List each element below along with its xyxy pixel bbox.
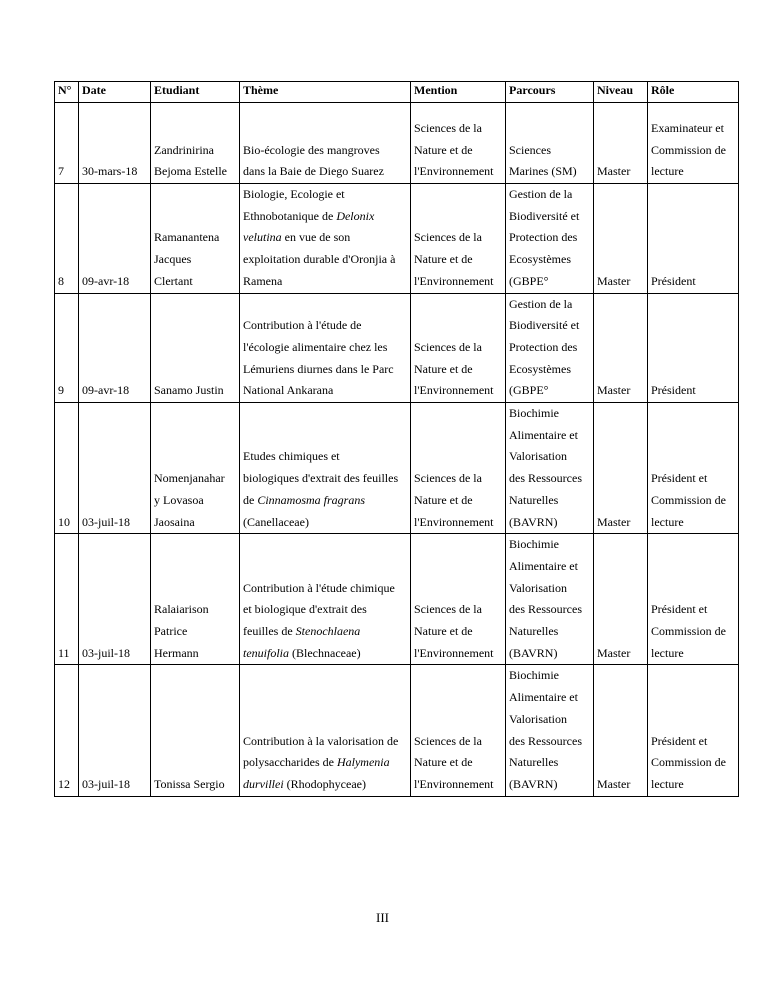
cell-mention <box>411 534 506 665</box>
theme-line <box>243 446 406 468</box>
mention-line: Sciences de la <box>414 339 482 354</box>
parcours-line: Naturelles <box>509 492 559 507</box>
theme-text: Bio-écologie des mangroves <box>243 142 380 157</box>
theme-line <box>243 380 406 402</box>
row-number: 8 <box>58 273 64 288</box>
cell-mention <box>411 184 506 294</box>
theme-text: National Ankarana <box>243 383 334 398</box>
cell-etudiant <box>151 103 240 184</box>
niveau-value: Master <box>597 383 631 398</box>
etudiant-line: Hermann <box>154 645 199 660</box>
table-row <box>55 293 739 403</box>
row-date: 09-avr-18 <box>82 273 130 288</box>
cell-etudiant <box>151 534 240 665</box>
cell-mention <box>411 403 506 534</box>
theme-line <box>243 184 406 206</box>
theme-line <box>243 752 406 774</box>
niveau-value: Master <box>597 776 631 791</box>
theme-line <box>243 731 406 753</box>
theme-line <box>243 512 406 534</box>
table-row <box>55 665 739 796</box>
role-line: lecture <box>651 645 684 660</box>
cell-parcours <box>506 665 594 796</box>
mention-line: Nature et de <box>414 755 473 770</box>
role-line: Président <box>651 273 696 288</box>
header-role: Rôle <box>648 82 739 103</box>
parcours-line: Valorisation <box>509 580 567 595</box>
cell-theme <box>240 184 411 294</box>
theme-text: dans la Baie de Diego Suarez <box>243 164 384 179</box>
cell-date <box>79 403 151 534</box>
theme-line <box>243 643 406 665</box>
etudiant-line: Clertant <box>154 273 193 288</box>
role-line: Commission de <box>651 624 727 639</box>
cell-etudiant <box>151 293 240 403</box>
parcours-line: Biochimie <box>509 537 559 552</box>
mention-line: Nature et de <box>414 252 473 267</box>
theme-text: Contribution à l'étude chimique <box>243 580 395 595</box>
cell-mention <box>411 103 506 184</box>
cell-date <box>79 534 151 665</box>
niveau-value: Master <box>597 164 631 179</box>
parcours-line: Alimentaire et <box>509 427 578 442</box>
theme-line <box>243 337 406 359</box>
header-etudiant: Etudiant <box>151 82 240 103</box>
theme-text: Contribution à la valorisation de <box>243 733 399 748</box>
cell-niveau <box>594 184 648 294</box>
etudiant-line: Patrice <box>154 624 188 639</box>
parcours-line: Biodiversité et <box>509 208 580 223</box>
mention-line: Nature et de <box>414 492 473 507</box>
cell-role <box>648 184 739 294</box>
parcours-line: des Ressources <box>509 733 582 748</box>
theme-species-name: tenuifolia <box>243 645 289 660</box>
etudiant-line: Zandrinirina <box>154 142 214 157</box>
theme-line <box>243 359 406 381</box>
header-num: N° <box>55 82 79 103</box>
etudiant-line: Bejoma Estelle <box>154 164 227 179</box>
parcours-line: Sciences <box>509 142 551 157</box>
row-number: 10 <box>58 514 70 529</box>
theme-line <box>243 774 406 796</box>
mention-line: Nature et de <box>414 361 473 376</box>
parcours-line: (BAVRN) <box>509 645 558 660</box>
etudiant-line: Jaosaina <box>154 514 195 529</box>
theme-text: et biologique d'extrait des <box>243 602 367 617</box>
theme-text: Etudes chimiques et <box>243 449 340 464</box>
theme-text: (Canellaceae) <box>243 514 309 529</box>
cell-parcours <box>506 403 594 534</box>
role-line: Commission de <box>651 755 727 770</box>
theme-line <box>243 490 406 512</box>
cell-mention <box>411 665 506 796</box>
theme-species-name: Cinnamosma fragrans <box>257 492 366 507</box>
parcours-line: Ecosystèmes <box>509 252 571 267</box>
theme-line <box>243 271 406 293</box>
etudiant-line: Jacques <box>154 252 192 267</box>
etudiant-line: Tonissa Sergio <box>154 776 225 791</box>
etudiant-line: y Lovasoa <box>154 492 204 507</box>
mention-line: Sciences de la <box>414 120 482 135</box>
theme-line <box>243 599 406 621</box>
table-body <box>55 103 739 797</box>
cell-parcours <box>506 293 594 403</box>
role-line: Commission de <box>651 142 727 157</box>
parcours-line: Alimentaire et <box>509 558 578 573</box>
cell-parcours <box>506 534 594 665</box>
theme-text: Ramena <box>243 273 283 288</box>
role-line: lecture <box>651 164 684 179</box>
mention-line: l'Environnement <box>414 164 494 179</box>
cell-date <box>79 184 151 294</box>
mention-line: Nature et de <box>414 142 473 157</box>
theme-text: feuilles de <box>243 624 296 639</box>
niveau-value: Master <box>597 514 631 529</box>
role-line: lecture <box>651 776 684 791</box>
parcours-line: Protection des <box>509 339 578 354</box>
cell-theme <box>240 534 411 665</box>
theme-line <box>243 578 406 600</box>
parcours-line: Biodiversité et <box>509 318 580 333</box>
parcours-line: Naturelles <box>509 624 559 639</box>
role-line: Président et <box>651 471 708 486</box>
cell-role <box>648 534 739 665</box>
mention-line: l'Environnement <box>414 273 494 288</box>
table-row <box>55 534 739 665</box>
parcours-line: Gestion de la <box>509 296 573 311</box>
theme-line <box>243 161 406 183</box>
cell-niveau <box>594 103 648 184</box>
mention-line: l'Environnement <box>414 776 494 791</box>
cell-theme <box>240 103 411 184</box>
role-line: Commission de <box>651 492 727 507</box>
theme-species-name: Halymenia <box>336 755 390 770</box>
row-date: 09-avr-18 <box>82 383 130 398</box>
parcours-line: (BAVRN) <box>509 776 558 791</box>
parcours-line: Biochimie <box>509 668 559 683</box>
theme-text: en vue de son <box>281 230 351 245</box>
table-row <box>55 403 739 534</box>
cell-niveau <box>594 293 648 403</box>
theme-text: polysaccharides de <box>243 755 337 770</box>
cell-role <box>648 665 739 796</box>
theme-species-name: velutina <box>243 230 282 245</box>
cell-parcours <box>506 184 594 294</box>
mention-line: l'Environnement <box>414 514 494 529</box>
cell-num <box>55 103 79 184</box>
parcours-line: Protection des <box>509 230 578 245</box>
theme-species-name: Stenochlaena <box>295 624 361 639</box>
parcours-line: Ecosystèmes <box>509 361 571 376</box>
row-date: 03-juil-18 <box>82 514 130 529</box>
cell-etudiant <box>151 184 240 294</box>
cell-role <box>648 403 739 534</box>
theme-line <box>243 227 406 249</box>
theme-text: exploitation durable d'Oronjia à <box>243 252 396 267</box>
mention-line: l'Environnement <box>414 645 494 660</box>
cell-niveau <box>594 534 648 665</box>
parcours-line: Valorisation <box>509 711 567 726</box>
row-date: 30-mars-18 <box>82 164 138 179</box>
theme-species-name: durvillei <box>243 776 284 791</box>
row-number: 7 <box>58 164 64 179</box>
theme-text: biologiques d'extrait des feuilles <box>243 471 399 486</box>
niveau-value: Master <box>597 273 631 288</box>
cell-date <box>79 665 151 796</box>
cell-parcours <box>506 103 594 184</box>
cell-date <box>79 103 151 184</box>
parcours-line: Biochimie <box>509 406 559 421</box>
row-number: 11 <box>58 645 70 660</box>
theme-text: (Blechnaceae) <box>289 645 361 660</box>
theme-text: Contribution à l'étude de <box>243 318 362 333</box>
theme-line <box>243 468 406 490</box>
etudiant-line: Sanamo Justin <box>154 383 224 398</box>
cell-num <box>55 534 79 665</box>
soutenances-table <box>54 81 739 797</box>
table-header-row <box>55 82 739 103</box>
cell-num <box>55 403 79 534</box>
mention-line: Sciences de la <box>414 733 482 748</box>
cell-mention <box>411 293 506 403</box>
cell-role <box>648 293 739 403</box>
cell-etudiant <box>151 665 240 796</box>
theme-line <box>243 206 406 228</box>
parcours-line: des Ressources <box>509 471 582 486</box>
theme-line <box>243 249 406 271</box>
table-row <box>55 103 739 184</box>
cell-theme <box>240 403 411 534</box>
parcours-line: (BAVRN) <box>509 514 558 529</box>
etudiant-line: Nomenjanahar <box>154 471 225 486</box>
theme-text: de <box>243 492 258 507</box>
parcours-line: Alimentaire et <box>509 690 578 705</box>
parcours-line: Gestion de la <box>509 187 573 201</box>
parcours-line: Naturelles <box>509 755 559 770</box>
theme-line <box>243 621 406 643</box>
header-theme: Thème <box>240 82 411 103</box>
mention-line: Nature et de <box>414 624 473 639</box>
mention-line: Sciences de la <box>414 230 482 245</box>
mention-line: l'Environnement <box>414 383 494 398</box>
cell-num <box>55 665 79 796</box>
etudiant-line: Ramanantena <box>154 230 220 245</box>
table-row <box>55 184 739 294</box>
row-number: 12 <box>58 776 70 791</box>
mention-line: Sciences de la <box>414 471 482 486</box>
page-number: III <box>376 910 389 925</box>
cell-num <box>55 293 79 403</box>
theme-species-name: Delonix <box>336 208 375 223</box>
row-date: 03-juil-18 <box>82 776 130 791</box>
cell-date <box>79 293 151 403</box>
theme-text: Ethnobotanique de <box>243 208 337 223</box>
row-number: 9 <box>58 383 64 398</box>
parcours-line: Valorisation <box>509 449 567 464</box>
role-line: lecture <box>651 514 684 529</box>
cell-niveau <box>594 403 648 534</box>
cell-niveau <box>594 665 648 796</box>
parcours-line: (GBPE° <box>509 273 549 288</box>
row-date: 03-juil-18 <box>82 645 130 660</box>
cell-role <box>648 103 739 184</box>
parcours-line: Marines (SM) <box>509 164 577 179</box>
cell-theme <box>240 293 411 403</box>
role-line: Président et <box>651 602 708 617</box>
header-parcours: Parcours <box>506 82 594 103</box>
theme-line <box>243 315 406 337</box>
theme-text: Lémuriens diurnes dans le Parc <box>243 361 394 376</box>
header-niveau: Niveau <box>594 82 648 103</box>
etudiant-line: Ralaiarison <box>154 602 209 617</box>
niveau-value: Master <box>597 645 631 660</box>
theme-line <box>243 140 406 162</box>
theme-text: Biologie, Ecologie et <box>243 187 345 201</box>
role-line: Président et <box>651 733 708 748</box>
role-line: Président <box>651 383 696 398</box>
parcours-line: (GBPE° <box>509 383 549 398</box>
mention-line: Sciences de la <box>414 602 482 617</box>
header-mention: Mention <box>411 82 506 103</box>
theme-text: l'écologie alimentaire chez les <box>243 339 388 354</box>
cell-etudiant <box>151 403 240 534</box>
cell-num <box>55 184 79 294</box>
parcours-line: des Ressources <box>509 602 582 617</box>
header-date: Date <box>79 82 151 103</box>
role-line: Examinateur et <box>651 120 724 135</box>
cell-theme <box>240 665 411 796</box>
theme-text: (Rhodophyceae) <box>283 776 366 791</box>
